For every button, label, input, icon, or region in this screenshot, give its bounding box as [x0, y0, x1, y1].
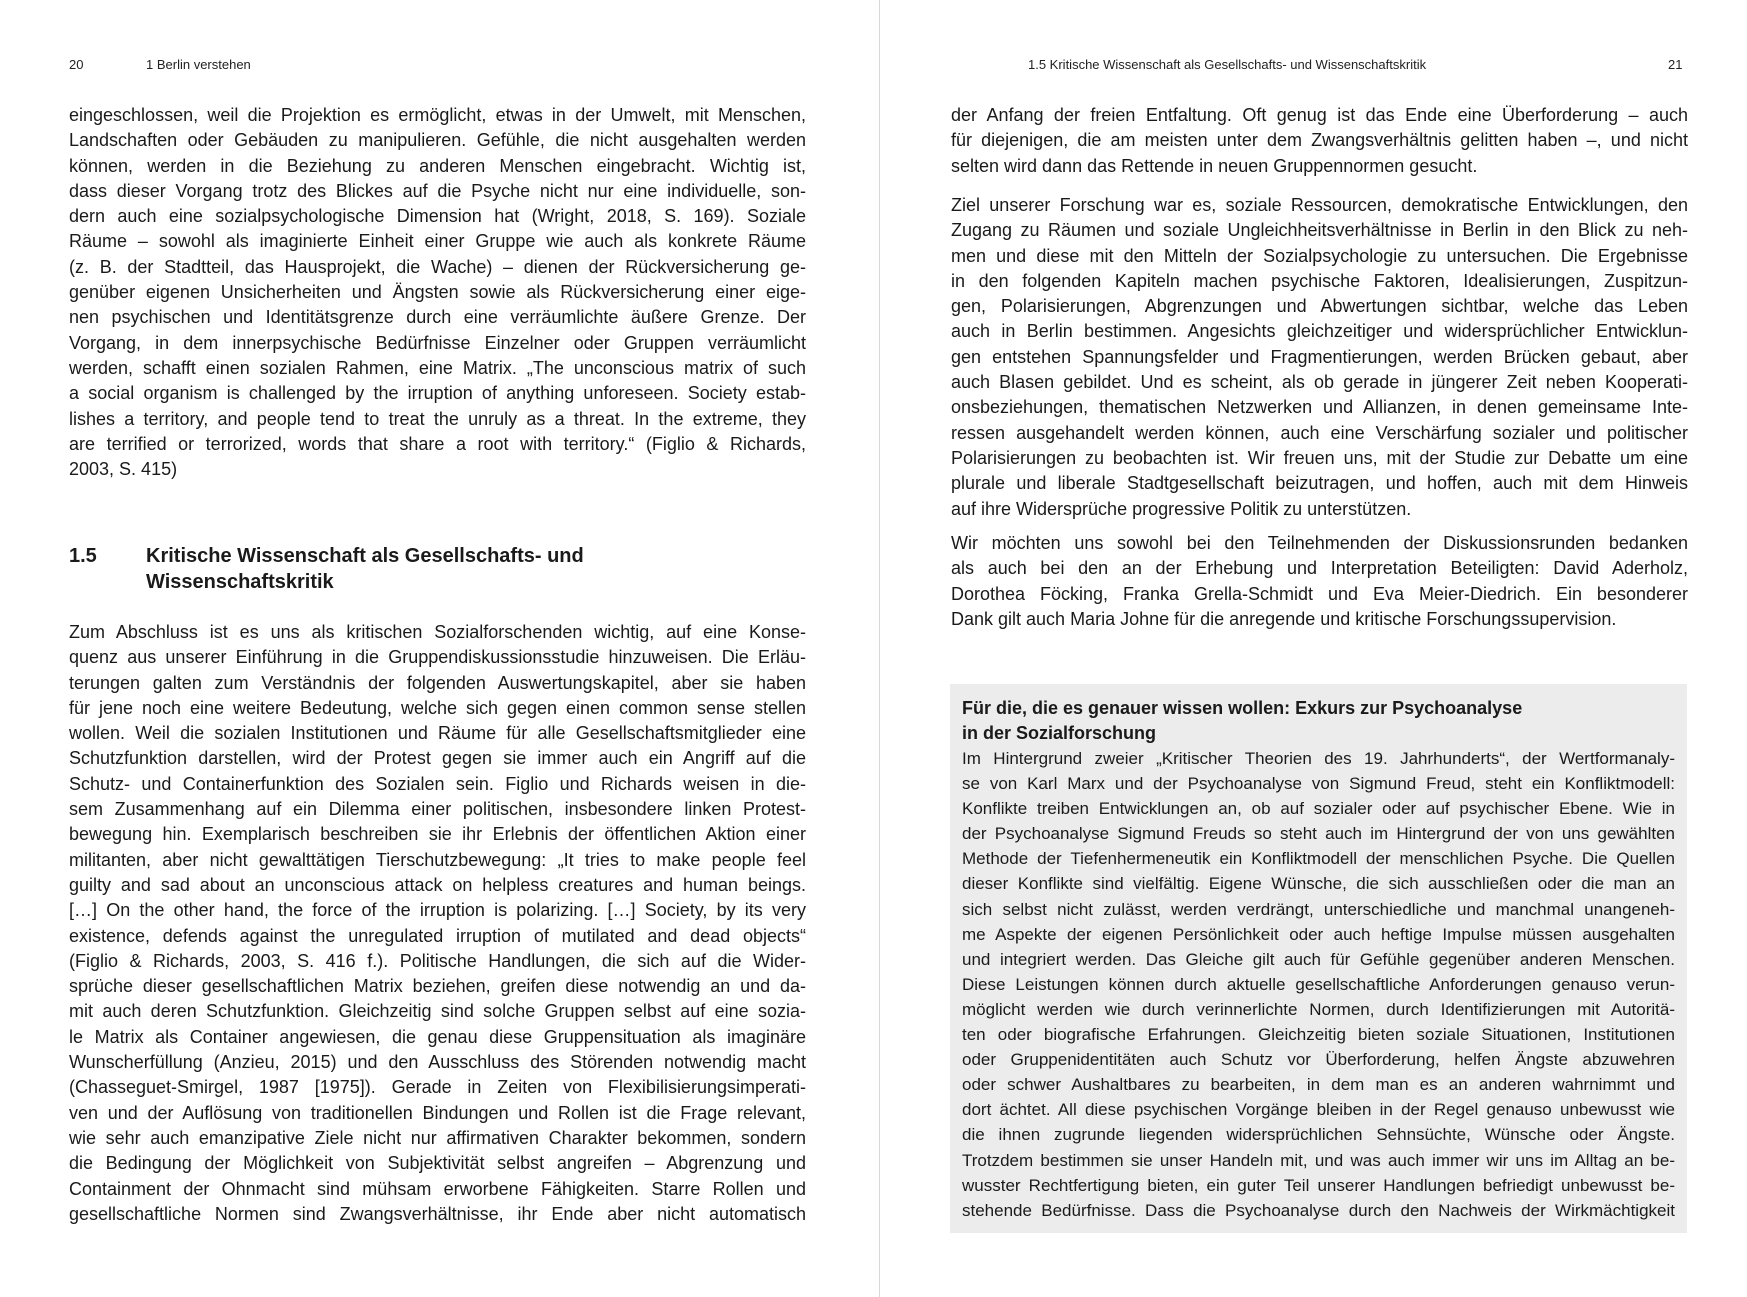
section-title-line: Kritische Wissenschaft als Gesellschafts- und [146, 545, 584, 567]
text-line: oder schwer Aushaltbares zu bearbeiten, in dem man es an anderen wahrnimmt und [962, 1075, 1675, 1095]
text-line: existence, defends against the unregulated irruption of mutilated and dead objects“ [69, 925, 806, 946]
text-line: selten wird dann das Rettende in neuen Gruppennormen gesucht. [951, 155, 1478, 176]
text-line: die Bedingung der Möglichkeit von Subjektivität selbst angreifen – Abgrenzung und [69, 1153, 806, 1174]
text-line: stehende Bedürfnisse. Dass die Psychoanalyse durch den Nachweis der Wirkmächtigkeit [962, 1200, 1675, 1220]
section-title [146, 544, 584, 595]
text-line: se von Karl Marx und der Psychoanalyse von Sigmund Freud, steht ein Konfliktmodell: [962, 774, 1675, 794]
running-head-left: 1 Berlin verstehen [146, 57, 251, 72]
text-line: Dorothea Föcking, Franka Grella-Schmidt und Eva Meier-Diedrich. Ein besonderer [951, 583, 1688, 604]
text-line: auch Blasen gebildet. Und es scheint, als ob gerade in jüngerer Zeit neben Kooperati- [951, 372, 1688, 393]
text-line: Methode der Tiefenhermeneutik ein Konfliktmodell der menschlichen Psyche. Die Quellen [962, 849, 1675, 869]
text-line: ressen ausgehandelt werden können, auch eine Verschärfung sozialer und politischer [951, 422, 1688, 443]
text-line: Räume – sowohl als imaginierte Einheit einer Gruppe wie auch als konkrete Räume [69, 231, 806, 252]
left-paragraph-1 [69, 103, 806, 482]
running-head-right: 1.5 Kritische Wissenschaft als Gesellschafts- und Wissenschaftskritik [1028, 57, 1427, 72]
text-line: are terrified or terrorized, words that share a root with territory.“ (Figlio & Richards, [69, 433, 806, 454]
text-line: und integriert werden. Das Gleiche gilt auch für Gefühle gegenüber anderen Menschen. [962, 949, 1675, 969]
text-line: der Anfang der freien Entfaltung. Oft genug ist das Ende eine Überforderung – auch [951, 105, 1688, 125]
text-line: lishes a territory, and people tend to treat the unruly as a threat. In the extreme, they [69, 408, 806, 429]
excursus-box [950, 684, 1687, 1233]
text-line: (z. B. der Stadtteil, das Hausprojekt, die Wache) – dienen der Rückversicherung ge- [69, 256, 806, 277]
text-line: sem Zusammenhang auf ein Dilemma einer politischen, insbesondere linken Protest- [69, 799, 806, 820]
text-line: sich selbst nicht zulässt, werden verdrängt, unterschiedliche und manchmal unangeneh- [962, 899, 1675, 919]
text-line: wusster Rechtfertigung bieten, ein guter Teil unserer Handlungen befriedigt unbewusst be- [962, 1175, 1675, 1195]
text-line: oder Gruppenidentitäten auch Schutz vor Überforderung, helfen Ängste abzuwehren [962, 1050, 1675, 1070]
excursus-title-line: Für die, die es genauer wissen wollen: Exkurs zur Psychoanalyse [962, 698, 1523, 718]
section-title-line: Wissenschaftskritik [146, 570, 334, 593]
text-line: in den folgenden Kapiteln machen psychische Faktoren, Idealisierungen, Zuspitzun- [951, 270, 1688, 291]
text-line: (Figlio & Richards, 2003, S. 416 f.). Politische Handlungen, die sich auf die Wider- [69, 950, 806, 971]
text-line: (Chasseguet-Smirgel, 1987 [1975]). Gerade in Zeiten von Flexibilisierungsimperati- [69, 1077, 806, 1098]
text-line: 2003, S. 415) [69, 459, 178, 480]
text-line: genüber eigenen Unsicherheiten und Ängsten sowie als Rückversicherung einer eige- [69, 282, 806, 303]
text-line: für diejenigen, die am meisten unter dem Zwangsverhältnis gelitten haben –, und nicht [951, 130, 1688, 151]
text-line: dort ächtet. All diese psychischen Vorgänge bleiben in der Regel genauso unbewusst wie [962, 1100, 1675, 1120]
text-line: dass dieser Vorgang trotz des Blickes auf die Psyche nicht nur eine individuelle, son- [69, 180, 806, 201]
text-line: Zum Abschluss ist es uns als kritischen Sozialforschenden wichtig, auf eine Konse- [69, 622, 806, 642]
text-line: Wunscherfüllung (Anzieu, 2015) und den Ausschluss des Störenden notwendig macht [69, 1052, 806, 1073]
text-line: Dank gilt auch Maria Johne für die anregende und kritische Forschungssupervision. [951, 608, 1617, 629]
text-line: men und diese mit den Mitteln der Sozialpsychologie zu untersuchen. Die Ergebnisse [951, 245, 1688, 266]
text-line: Zugang zu Räumen und soziale Ungleichheitsverhältnisse in Berlin in den Blick zu neh- [951, 220, 1688, 241]
text-line: bewegung hin. Exemplarisch beschreiben sie ihr Erlebnis der öffentlichen Aktion einer [69, 824, 806, 845]
text-line: quenz aus unserer Einführung in die Gruppendiskussionsstudie hinzuweisen. Die Erläu- [69, 647, 806, 668]
text-line: Ziel unserer Forschung war es, soziale Ressourcen, demokratische Entwicklungen, den [951, 195, 1688, 215]
right-paragraph-3 [951, 531, 1688, 632]
text-line: sprüche dieser gesellschaftlichen Matrix beziehen, greifen diese notwendig an und da- [69, 976, 806, 997]
text-line: onsbeziehungen, thematischen Netzwerken und Allianzen, in denen gemeinsame Inte- [951, 397, 1688, 418]
right-paragraph-1 [951, 103, 1688, 179]
text-line: können, werden in die Beziehung zu anderen Menschen eingebracht. Wichtig ist, [69, 155, 806, 176]
text-line: Containment der Ohnmacht sind mühsam erworbene Fähigkeiten. Starre Rollen und [69, 1178, 806, 1199]
text-line: terungen galten zum Verständnis der folgenden Auswertungskapitel, aber sie haben [69, 672, 806, 693]
left-paragraph-2 [69, 620, 806, 1227]
excursus-title-line: in der Sozialforschung [962, 723, 1157, 743]
text-line: Trotzdem bestimmen sie unser Handeln mit, und was auch immer wir uns im Alltag an be- [962, 1150, 1675, 1170]
excursus-body [962, 746, 1675, 1223]
text-line: Konflikte treiben Entwicklungen an, ob auf sozialer oder auf psychischer Ebene. Wie in [962, 799, 1675, 819]
text-line: […] On the other hand, the force of the irruption is polarizing. […] Society, by its very [69, 900, 806, 921]
text-line: mit auch deren Schutzfunktion. Gleichzeitig sind solche Gruppen selbst auf eine sozia- [69, 1001, 806, 1022]
page-number-left: 20 [69, 57, 84, 72]
text-line: Im Hintergrund zweier „Kritischer Theorien des 19. Jahrhunderts“, der Wertformanaly- [962, 749, 1675, 768]
text-line: militanten, aber nicht gewalttätigen Tierschutzbewegung: „It tries to make people feel [69, 849, 806, 870]
text-line: für jene noch eine weitere Bedeutung, welche sich gegen einen common sense stellen [69, 697, 806, 718]
text-line: me Aspekte der eigenen Persönlichkeit oder auch heftige Impulse müssen ausgehalten [962, 924, 1675, 944]
text-line: plurale und liberale Stadtgesellschaft beizutragen, und hoffen, auch mit dem Hinweis [951, 473, 1688, 494]
right-paragraph-2 [951, 193, 1688, 522]
text-line: werden, schafft einen sozialen Rahmen, eine Matrix. „The unconscious matrix of such [69, 357, 806, 378]
text-line: wie sehr auch emanzipative Ziele nicht nur affirmativen Charakter bekommen, sondern [69, 1127, 806, 1148]
text-line: der Psychoanalyse Sigmund Freuds so steht auch im Hintergrund der von uns gewählten [962, 824, 1675, 844]
text-line: auch in Berlin bestimmen. Angesichts gleichzeitiger und widersprüchlicher Entwicklun- [951, 321, 1688, 342]
text-line: Vorgang, in dem innerpsychische Bedürfnisse Einzelner oder Gruppen verräumlicht [69, 332, 806, 353]
text-line: guilty and sad about an unconscious attack on helpless creatures and human beings. [69, 874, 806, 895]
text-line: Polarisierungen zu beobachten ist. Wir freuen uns, mit der Studie zur Debatte um eine [951, 447, 1688, 468]
page-number-right: 21 [1668, 57, 1683, 72]
text-line: die ihnen zugrunde liegenden widersprüchlichen Sehnsüchte, Wünsche oder Ängste. [962, 1125, 1675, 1145]
text-line: ven und der Auflösung von traditionellen Bindungen und Rollen ist die Frage relevant, [69, 1102, 806, 1123]
text-line: gesellschaftliche Normen sind Zwangsverhältnisse, ihr Ende aber nicht automatisch [69, 1203, 806, 1224]
text-line: Schutz- und Containerfunktion des Sozialen sein. Figlio und Richards weisen in die- [69, 773, 806, 794]
section-number: 1.5 [69, 545, 97, 567]
text-line: le Matrix als Container angewiesen, die genau diese Gruppensituation als imaginäre [69, 1026, 806, 1047]
text-line: eingeschlossen, weil die Projektion es ermöglicht, etwas in der Umwelt, mit Menschen, [69, 105, 806, 125]
text-line: dern auch eine sozialpsychologische Dimension hat (Wright, 2018, S. 169). Soziale [69, 206, 806, 227]
page-gutter-divider [879, 0, 880, 1297]
text-line: wollen. Weil die sozialen Institutionen und Räume für alle Gesellschaftsmitglieder eine [69, 723, 806, 744]
text-line: gen, Polarisierungen, Abgrenzungen und Abwertungen sichtbar, welche das Leben [951, 296, 1688, 317]
text-line: dieser Konflikte sind vielfältig. Eigene Wünsche, die sich ausschließen oder die man an [962, 874, 1675, 894]
text-line: als auch bei den an der Erhebung und Interpretation Beteiligten: David Aderholz, [951, 558, 1688, 579]
text-line: Schutzfunktion darstellen, wird der Protest gegen sie immer auch ein Angriff auf die [69, 748, 806, 769]
text-line: Landschaften oder Gebäuden zu manipulieren. Gefühle, die nicht ausgehalten werden [69, 130, 806, 151]
text-line: auf ihre Widersprüche progressive Politik zu unterstützen. [951, 498, 1412, 519]
text-line: Wir möchten uns sowohl bei den Teilnehmenden der Diskussionsrunden bedanken [951, 533, 1688, 553]
text-line: nen psychischen und Identitätsgrenze durch eine verräumlichte äußere Grenze. Der [69, 307, 806, 328]
text-line: Diese Leistungen können durch aktuelle gesellschaftliche Anforderungen genauso verun- [962, 974, 1675, 994]
text-line: möglicht werden wie durch verinnerlichte Normen, durch Identifizierungen mit Autoritä- [962, 999, 1675, 1019]
text-line: gen entstehen Spannungsfelder und Fragmentierungen, werden Brücken gebaut, aber [951, 346, 1688, 367]
text-line: ten oder biografische Erfahrungen. Gleichzeitig bieten soziale Situationen, Institutionen [962, 1025, 1675, 1045]
text-line: a social organism is challenged by the irruption of anything unforeseen. Society estab- [69, 383, 806, 404]
